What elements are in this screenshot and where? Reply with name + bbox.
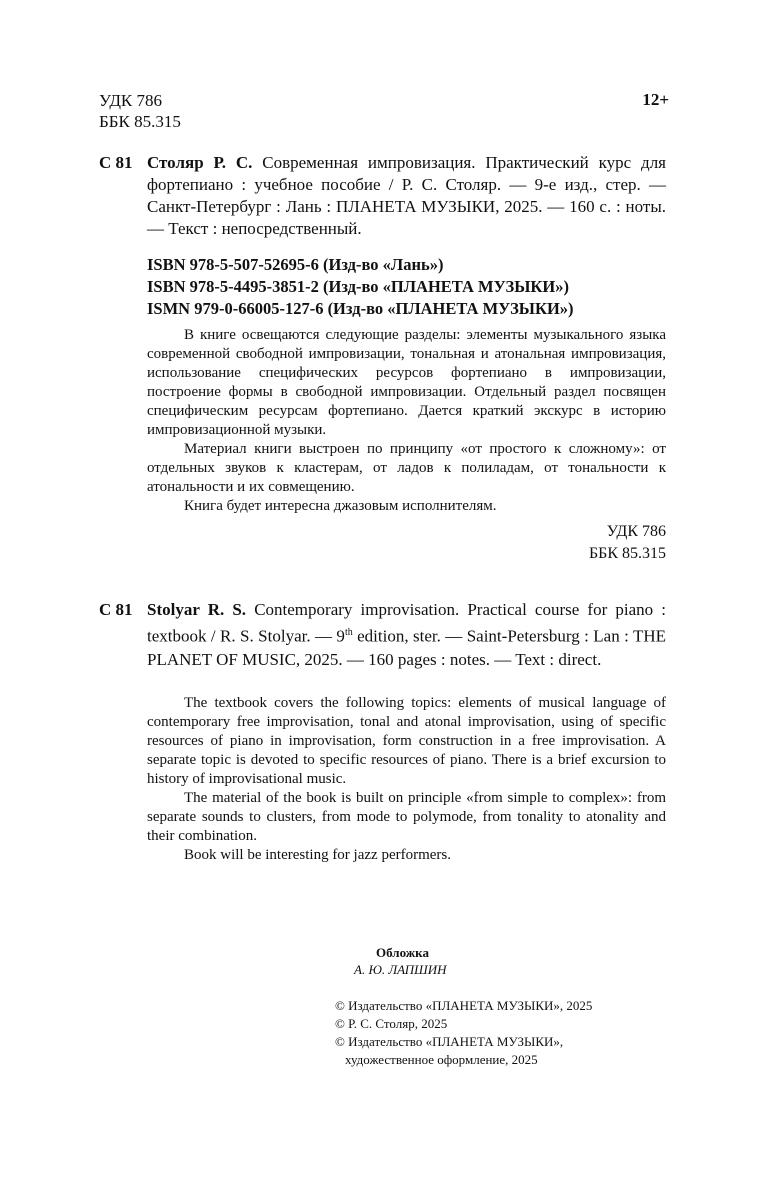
udk-code: УДК 786 bbox=[606, 523, 666, 540]
ru-abstract-paragraph: Материал книги выстроен по принципу «от простого к сложному»: от отдельных звуков к кластерам, от ладов к полиладам, от тональности к атональности и их совмещению. bbox=[147, 441, 666, 495]
author-mark: С 81 bbox=[99, 600, 133, 619]
ru-bibliographic-entry bbox=[99, 152, 666, 240]
edition-superscript: th bbox=[344, 627, 353, 638]
en-entry-text-cont: edition, ster. — Saint-Petersburg : Lan : THE PLANET OF MUSIC, 2025. — 160 pages : notes. — Text : direct. bbox=[147, 626, 666, 669]
en-abstract-paragraph: Book will be interesting for jazz performers. bbox=[184, 847, 451, 863]
age-rating: 12+ bbox=[642, 90, 669, 109]
ru-entry-text: Современная импровизация. Практический курс для фортепиано : учебное пособие / Р. С. Столяр. — 9-е изд., стер. — Санкт-Петербург : Лань : ПЛАНЕТА МУЗЫКИ, 2025. — 160 с. : ноты. — Текст : непосредственный. bbox=[147, 153, 666, 238]
bbk-code: ББК 85.315 bbox=[588, 545, 666, 562]
en-bibliographic-entry bbox=[99, 598, 666, 671]
catalog-codes bbox=[99, 90, 181, 132]
ru-entry-body bbox=[147, 152, 666, 240]
ismn-planet: ISMN 979-0-66005-127-6 (Изд-во «ПЛАНЕТА МУЗЫКИ») bbox=[147, 299, 574, 318]
cover-credit bbox=[340, 944, 447, 978]
en-abstract-paragraph: The textbook covers the following topics: elements of musical language of contemporary free improvisation, tonal and atonal improvisation, using of specific resources of piano in improvisation, form construction in a free improvisation. A separate topic is devoted to specific resources of piano. There is a brief excursion to history of improvisational music. bbox=[147, 695, 666, 787]
author-mark: С 81 bbox=[99, 153, 133, 172]
bbk-code: ББК 85.315 bbox=[99, 112, 181, 131]
isbn-block bbox=[147, 254, 574, 320]
copyright-line: © Издательство «ПЛАНЕТА МУЗЫКИ», 2025 bbox=[335, 998, 593, 1013]
isbn-lan: ISBN 978-5-507-52695-6 (Изд-во «Лань») bbox=[147, 255, 444, 274]
en-author: Stolyar R. S. bbox=[147, 600, 247, 619]
copyright-block bbox=[335, 997, 592, 1069]
ru-author: Столяр Р. С. bbox=[147, 153, 253, 172]
en-entry-body bbox=[147, 598, 666, 671]
en-abstract bbox=[147, 694, 666, 865]
copyright-line: художественное оформление, 2025 bbox=[345, 1052, 538, 1067]
isbn-planet: ISBN 978-5-4495-3851-2 (Изд-во «ПЛАНЕТА МУЗЫКИ») bbox=[147, 277, 569, 296]
copyright-line: © Издательство «ПЛАНЕТА МУЗЫКИ», bbox=[335, 1034, 564, 1049]
cover-designer: А. Ю. ЛАПШИН bbox=[354, 962, 447, 977]
cover-title: Обложка bbox=[376, 945, 429, 960]
en-entry-text: Contemporary improvisation. Practical course for piano : textbook / R. S. Stolyar. — 9 bbox=[147, 600, 666, 646]
copyright-line: © Р. С. Столяр, 2025 bbox=[335, 1016, 448, 1031]
udk-code: УДК 786 bbox=[99, 91, 163, 110]
ru-abstract bbox=[147, 326, 666, 516]
ru-catalog-codes bbox=[589, 521, 666, 565]
en-abstract-paragraph: The material of the book is built on principle «from simple to complex»: from separate sounds to clusters, from mode to polymode, from tonality to atonality and their combination. bbox=[147, 790, 666, 844]
ru-abstract-paragraph: Книга будет интересна джазовым исполнителям. bbox=[184, 498, 497, 514]
ru-abstract-paragraph: В книге освещаются следующие разделы: элементы музыкального языка современной свободной импровизации, тональная и атональная импровизация, использование специфических ресурсов фортепиано в импровизации, построение формы в свободной импровизации. Отдельный раздел посвящен специфическим ресурсам фортепиано. Дается краткий экскурс в историю импровизационной музыки. bbox=[147, 327, 666, 438]
